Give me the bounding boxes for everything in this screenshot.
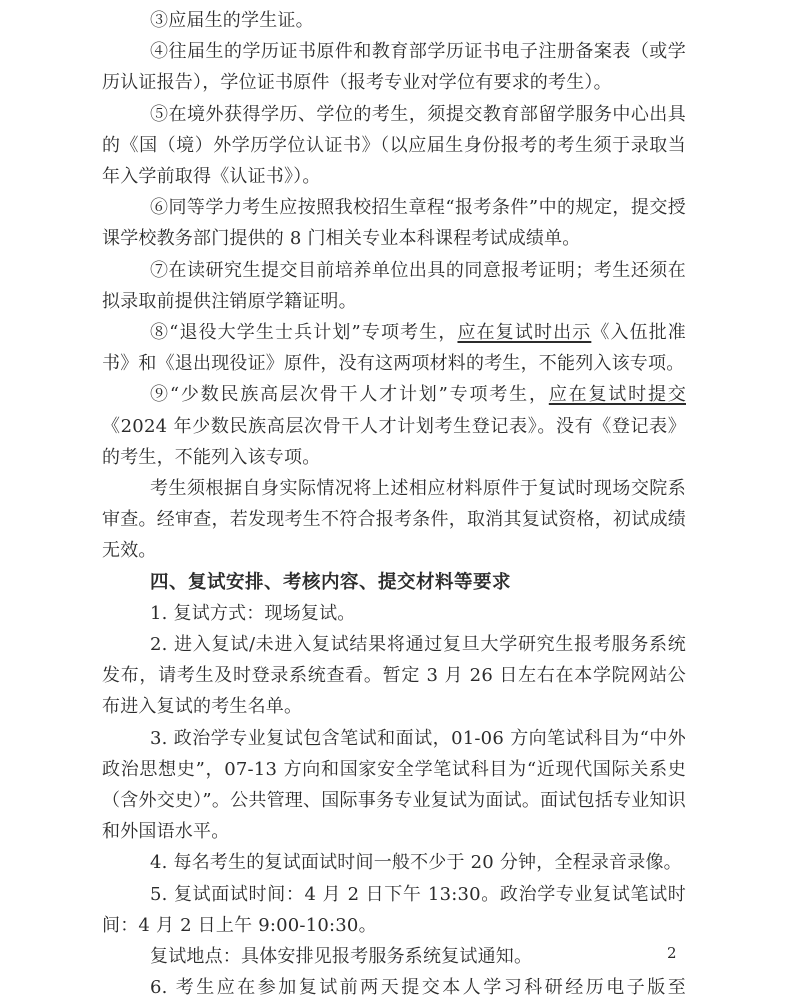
schedule-item-2: 2. 进入复试/未进入复试结果将通过复旦大学研究生报考服务系统发布，请考生及时登录系统查看。暂定 3 月 26 日左右在本学院网站公布进入复试的考生名单。 <box>102 634 686 718</box>
schedule-item-6: 6. 考生应在参加复试前两天提交本人学习科研经历电子版至 <box>150 977 686 999</box>
emphasis-bold-underline: 应在复试时出示 <box>457 322 592 344</box>
page-number: 2 <box>667 944 677 962</box>
notice-paragraph <box>102 473 686 567</box>
list-item-circled-4: ④往届生的学历证书原件和教育部学历证书电子注册备案表（或学历认证报告），学位证书原件（报考专业对学位有要求的考生）。 <box>102 41 686 94</box>
schedule-item-4: 4. 每名考生的复试面试时间一般不少于 20 分钟，全程录音录像。 <box>150 852 682 874</box>
text-run: 《2024 年少数民族高层次骨干人才计划考生登记表》。没有《登记表》的考生，不能列入该专项。 <box>102 415 686 468</box>
section-heading-4: 四、复试安排、考核内容、提交材料等要求 <box>150 571 512 593</box>
emphasis-bold-underline: 应在复试时提交 <box>548 384 686 406</box>
text-run: 《入伍批准书》和《退出现役证》原件，没有这两项材料的考生，不能列入该专项。 <box>102 322 687 375</box>
emphasis-bold: 考生须根据自身实际情况将上述相应材料原件于复试时现场交院系审查。 <box>102 478 686 531</box>
text-run: 经审查，若发现考生不符合报考条件，取消其复试资格，初试成绩无效。 <box>102 509 687 562</box>
list-item-circled-7: ⑦在读研究生提交目前培养单位出具的同意报考证明；考生还须在拟录取前提供注销原学籍证明。 <box>102 259 686 312</box>
text-run: ⑧“退役大学生士兵计划”专项考生， <box>150 322 458 344</box>
document-body <box>102 5 686 1004</box>
list-item-circled-9 <box>102 379 686 473</box>
schedule-item-5: 5. 复试面试时间：4 月 2 日下午 13:30。政治学专业复试笔试时间：4 月 2 日上午 9:00-10:30。 <box>102 883 686 936</box>
list-item-circled-8 <box>102 317 686 379</box>
list-item-circled-3: ③应届生的学生证。 <box>150 10 314 31</box>
schedule-item-3: 3. 政治学专业复试包含笔试和面试，01-06 方向笔试科目为“中外政治思想史”，07-13 方向和国家安全学笔试科目为“近现代国际关系史（含外交史）”。公共管理、国际事务专业复试为面试。面试包括专业知识和外国语水平。 <box>102 727 686 843</box>
schedule-item-1: 1. 复试方式：现场复试。 <box>150 602 356 624</box>
exam-location-line: 复试地点：具体安排见报考服务系统复试通知。 <box>150 946 533 968</box>
text-run: ⑨“少数民族高层次骨干人才计划”专项考生， <box>150 384 549 406</box>
list-item-circled-5: ⑤在境外获得学历、学位的考生，须提交教育部留学服务中心出具的《国（境）外学历学位认证书》（以应届生身份报考的考生须于录取当年入学前取得《认证书》）。 <box>102 103 686 188</box>
list-item-circled-6: ⑥同等学力考生应按照我校招生章程“报考条件”中的规定，提交授课学校教务部门提供的 8 门相关专业本科课程考试成绩单。 <box>102 197 686 250</box>
